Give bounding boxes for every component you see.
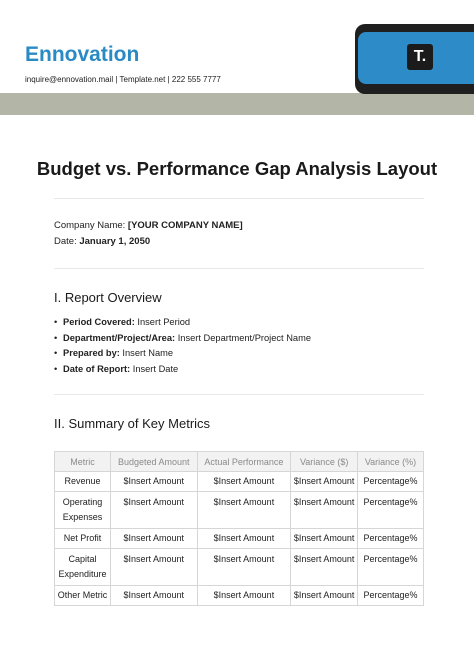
item-label: Date of Report: bbox=[63, 363, 131, 374]
section-heading-overview: I. Report Overview bbox=[54, 290, 162, 305]
item-label: Prepared by: bbox=[63, 348, 120, 358]
contact-line: inquire@ennovation.mail | Template.net | 222 555 7777 bbox=[25, 75, 221, 84]
divider bbox=[54, 394, 424, 395]
template-logo-icon: T. bbox=[407, 44, 433, 70]
variance-amount-cell: $Insert Amount bbox=[291, 492, 358, 529]
variance-percent-cell: Percentage% bbox=[358, 529, 424, 549]
item-value: Insert Date bbox=[130, 363, 179, 374]
variance-percent-cell: Percentage% bbox=[358, 549, 424, 586]
date-line bbox=[54, 236, 150, 247]
budget-cell: $Insert Amount bbox=[110, 549, 197, 586]
variance-amount-cell: $Insert Amount bbox=[291, 586, 358, 606]
column-header: Variance ($) bbox=[291, 452, 358, 472]
actual-cell: $Insert Amount bbox=[197, 529, 291, 549]
variance-percent-cell: Percentage% bbox=[358, 472, 424, 492]
column-header: Variance (%) bbox=[358, 452, 424, 472]
divider bbox=[54, 198, 424, 199]
date-label: Date: bbox=[54, 236, 80, 247]
variance-percent-cell: Percentage% bbox=[358, 492, 424, 529]
section-heading-metrics: II. Summary of Key Metrics bbox=[54, 416, 211, 431]
list-item bbox=[54, 362, 311, 378]
overview-list bbox=[54, 315, 311, 377]
column-header: Actual Performance bbox=[197, 452, 291, 472]
page-title: Budget vs. Performance Gap Analysis Layout bbox=[36, 158, 438, 179]
variance-amount-cell: $Insert Amount bbox=[291, 549, 358, 586]
list-item bbox=[54, 346, 311, 362]
table-row bbox=[55, 586, 424, 606]
company-line bbox=[54, 220, 243, 231]
actual-cell: $Insert Amount bbox=[197, 586, 291, 606]
column-header: Metric bbox=[55, 452, 111, 472]
company-value: [YOUR COMPANY NAME] bbox=[127, 220, 243, 231]
variance-amount-cell: $Insert Amount bbox=[291, 529, 358, 549]
item-label: Department/Project/Area: bbox=[63, 332, 176, 343]
list-item bbox=[54, 315, 311, 331]
metric-cell: Revenue bbox=[55, 472, 111, 492]
date-value: January 1, 2050 bbox=[79, 236, 151, 247]
budget-cell: $Insert Amount bbox=[110, 472, 197, 492]
variance-percent-cell: Percentage% bbox=[358, 586, 424, 606]
brand-name: Ennovation bbox=[25, 43, 140, 66]
table-row bbox=[55, 492, 424, 529]
table-row bbox=[55, 529, 424, 549]
metric-cell: Other Metric bbox=[55, 586, 111, 606]
item-value: Insert Department/Project Name bbox=[175, 332, 312, 343]
bullet-icon: • bbox=[54, 332, 58, 343]
actual-cell: $Insert Amount bbox=[197, 472, 291, 492]
column-header: Budgeted Amount bbox=[110, 452, 197, 472]
budget-cell: $Insert Amount bbox=[110, 586, 197, 606]
budget-cell: $Insert Amount bbox=[110, 492, 197, 529]
document-header bbox=[0, 0, 474, 115]
item-label: Period Covered: bbox=[63, 317, 135, 327]
list-item bbox=[54, 331, 311, 347]
divider bbox=[54, 268, 424, 269]
bullet-icon: • bbox=[54, 348, 58, 358]
table-row bbox=[55, 472, 424, 492]
bullet-icon: • bbox=[54, 317, 58, 327]
company-label: Company Name: bbox=[54, 220, 128, 231]
item-value: Insert Period bbox=[134, 317, 191, 327]
actual-cell: $Insert Amount bbox=[197, 549, 291, 586]
metrics-table bbox=[54, 451, 424, 606]
metric-cell: Capital Expenditure bbox=[55, 549, 111, 586]
budget-cell: $Insert Amount bbox=[110, 529, 197, 549]
bullet-icon: • bbox=[54, 363, 58, 374]
header-band bbox=[0, 93, 474, 115]
actual-cell: $Insert Amount bbox=[197, 492, 291, 529]
metric-cell: Net Profit bbox=[55, 529, 111, 549]
metric-cell: Operating Expenses bbox=[55, 492, 111, 529]
variance-amount-cell: $Insert Amount bbox=[291, 472, 358, 492]
item-value: Insert Name bbox=[119, 348, 174, 358]
table-header-row bbox=[55, 452, 424, 472]
table-row bbox=[55, 549, 424, 586]
